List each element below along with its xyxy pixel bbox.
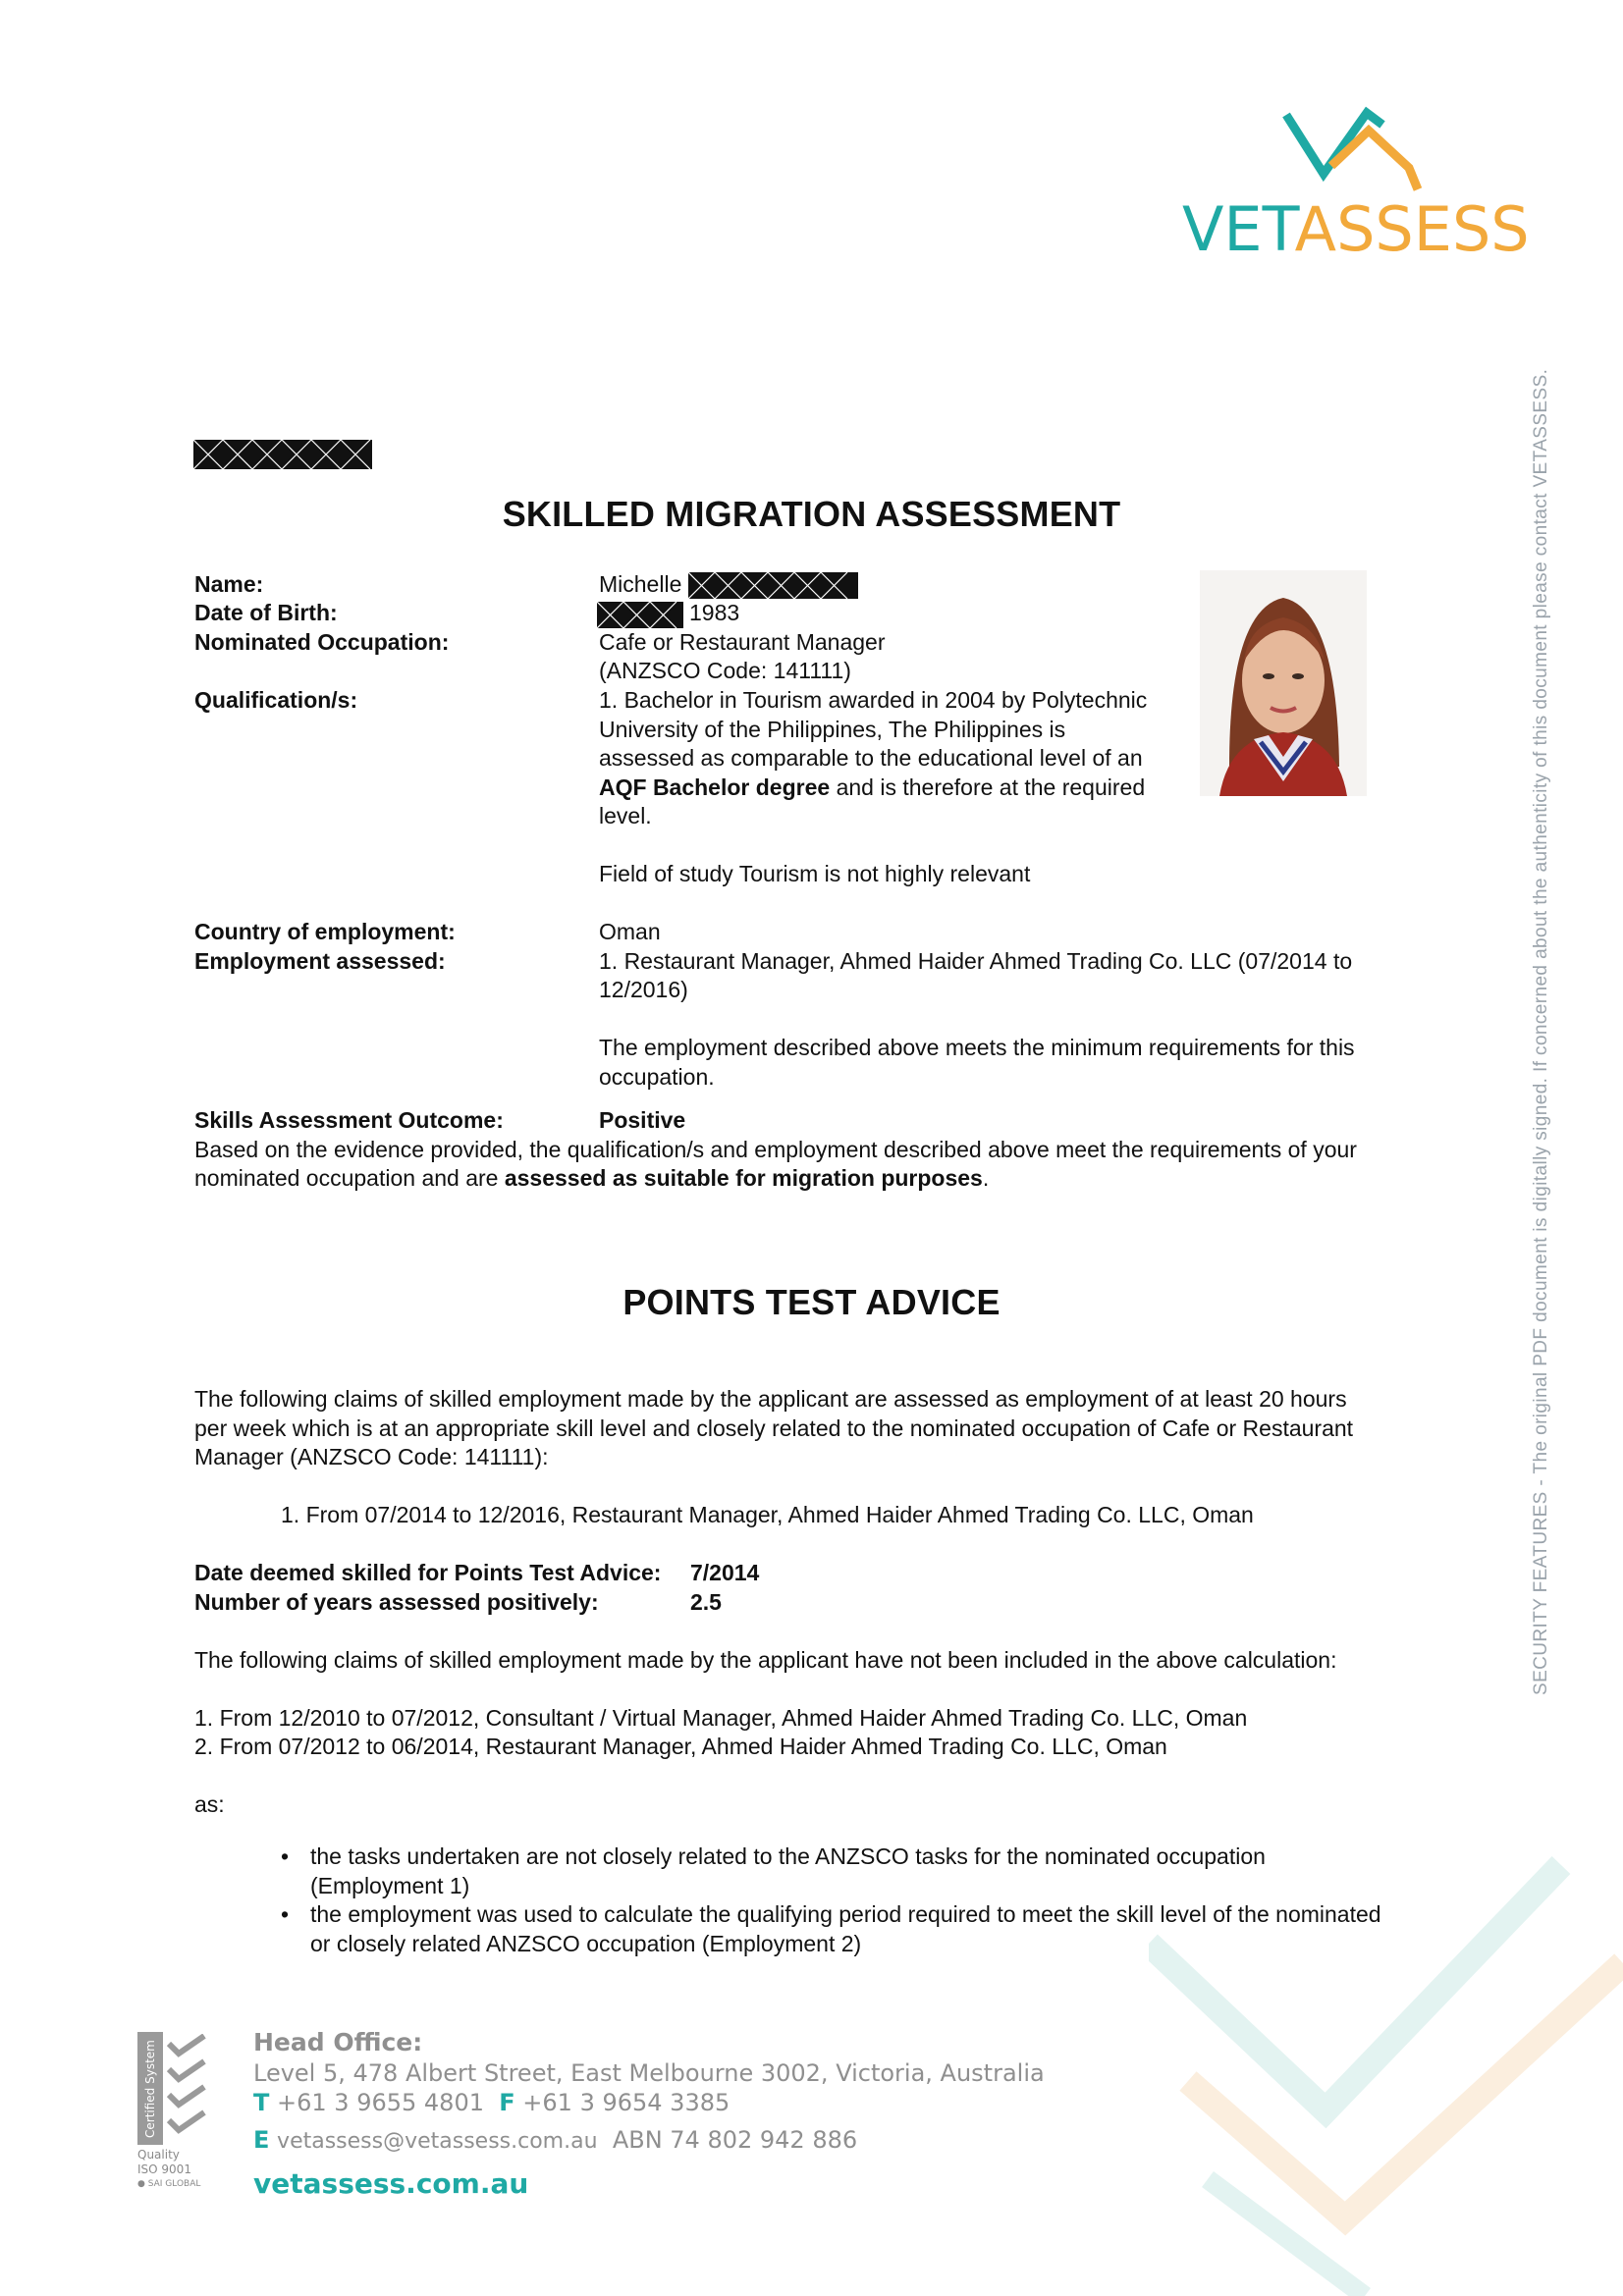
security-watermark: SECURITY FEATURES - The original PDF document is digitally signed. If concerned about the authenticity of this document please contact VETASSESS. [1531, 368, 1551, 1695]
logo-text: VETASSESS [1182, 193, 1530, 265]
date-deemed-label: Date deemed skilled for Points Test Advice: [194, 1560, 662, 1585]
redacted-surname [688, 572, 858, 599]
email-address: vetassess@vetassess.com.au [277, 2129, 598, 2154]
office-address: Level 5, 478 Albert Street, East Melbourne 3002, Victoria, Australia [253, 2059, 1045, 2087]
iso-certification-mark [135, 2032, 214, 2199]
abn-number: ABN 74 802 942 886 [612, 2126, 858, 2154]
qualification-line: AQF Bachelor degree and is therefore at the required [599, 774, 1146, 800]
head-office-label: Head Office: [253, 2028, 423, 2056]
name-label: Name: [194, 571, 264, 597]
name-value: Michelle [599, 571, 682, 597]
points-intro: Manager (ANZSCO Code: 141111): [194, 1444, 549, 1469]
section-title: POINTS TEST ADVICE [622, 1282, 1001, 1322]
employment-line: 1. Restaurant Manager, Ahmed Haider Ahmed Trading Co. LLC (07/2014 to [599, 948, 1353, 974]
website-link[interactable]: vetassess.com.au [253, 2167, 529, 2200]
years-value: 2.5 [690, 1589, 722, 1615]
qualification-label: Qualification/s: [194, 687, 358, 713]
email-label: E [253, 2126, 270, 2154]
logo-check-icon [1178, 93, 1542, 201]
qualification-line: assessed as comparable to the educational level of an [599, 745, 1143, 771]
country-label: Country of employment: [194, 919, 456, 944]
email-abn-line [253, 2126, 857, 2154]
redacted-reference [193, 440, 372, 469]
fax-number: +61 3 9654 3385 [522, 2089, 730, 2116]
date-deemed-value: 7/2014 [690, 1560, 760, 1585]
excluded-claim: 1. From 12/2010 to 07/2012, Consultant / Virtual Manager, Ahmed Haider Ahmed Trading Co. LLC, Oman [194, 1705, 1248, 1731]
reason-item: • the employment was used to calculate the qualifying period required to meet the skill level of the nominated or closely related ANZSCO occupation (Employment 2) [310, 1900, 1381, 1958]
phone-number: +61 3 9655 4801 [277, 2089, 484, 2116]
occupation-value: Cafe or Restaurant Manager [599, 629, 886, 655]
years-label: Number of years assessed positively: [194, 1589, 599, 1615]
occupation-label: Nominated Occupation: [194, 629, 450, 655]
sai-logo-icon: ● [137, 2179, 145, 2189]
dob-label: Date of Birth: [194, 600, 338, 625]
points-intro: per week which is at an appropriate skill level and closely related to the nominated occupation of Cafe or Restaurant [194, 1415, 1354, 1441]
assessed-claim: 1. From 07/2014 to 12/2016, Restaurant Manager, Ahmed Haider Ahmed Trading Co. LLC, Oman [281, 1502, 1254, 1527]
employment-note: The employment described above meets the minimum requirements for this [599, 1035, 1355, 1060]
outcome-label: Skills Assessment Outcome: [194, 1107, 504, 1133]
aqf-level: AQF Bachelor degree [599, 774, 831, 800]
phone-label: T [253, 2089, 270, 2116]
outcome-text: Based on the evidence provided, the qualification/s and employment described above meet the requirements of your [194, 1137, 1357, 1162]
employment-line: 12/2016) [599, 977, 688, 1002]
excluded-claim: 2. From 07/2012 to 06/2014, Restaurant Manager, Ahmed Haider Ahmed Trading Co. LLC, Oman [194, 1734, 1167, 1759]
applicant-photo [1200, 570, 1367, 796]
anzsco-code: (ANZSCO Code: 141111) [599, 658, 851, 683]
page-title: SKILLED MIGRATION ASSESSMENT [502, 494, 1121, 534]
as-label: as: [194, 1791, 225, 1817]
checkmarks-icon [165, 2034, 210, 2144]
qualification-line: 1. Bachelor in Tourism awarded in 2004 by Polytechnic [599, 687, 1148, 713]
redacted-dob [597, 602, 683, 628]
employment-label: Employment assessed: [194, 948, 446, 974]
excluded-intro: The following claims of skilled employment made by the applicant have not been included in the above calculation: [194, 1647, 1337, 1673]
field-of-study: Field of study Tourism is not highly relevant [599, 861, 1031, 886]
outcome-value: Positive [599, 1107, 686, 1133]
cert-quality: Quality [137, 2148, 180, 2162]
fax-label: F [499, 2089, 515, 2116]
country-value: Oman [599, 919, 661, 944]
outcome-text: nominated occupation and are assessed as suitable for migration purposes. [194, 1165, 990, 1191]
phone-fax-line [253, 2089, 730, 2116]
vetassess-logo [1178, 93, 1542, 275]
reason-list [310, 1842, 1381, 1958]
cert-iso: ISO 9001 [137, 2163, 191, 2176]
outcome-emphasis: assessed as suitable for migration purposes [504, 1165, 983, 1191]
qualification-line: University of the Philippines, The Philippines is [599, 717, 1066, 742]
reason-item: • the tasks undertaken are not closely related to the ANZSCO tasks for the nominated occupation (Employment 1) [310, 1842, 1381, 1900]
dob-value: 1983 [689, 600, 740, 625]
cert-sai: SAI GLOBAL [147, 2179, 201, 2189]
points-intro: The following claims of skilled employment made by the applicant are assessed as employment of at least 20 hours [194, 1386, 1347, 1412]
qualification-line: level. [599, 803, 652, 828]
employment-note: occupation. [599, 1064, 715, 1090]
certified-system-text: Certified System [143, 2040, 157, 2138]
